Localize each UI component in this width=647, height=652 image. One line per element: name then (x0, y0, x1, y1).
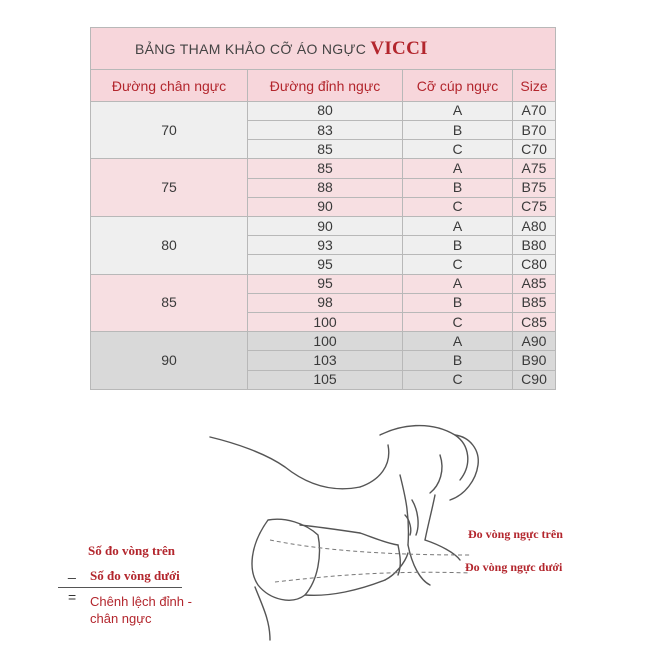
cup-size-cell: C (403, 255, 513, 274)
cup-size-cell: B (403, 236, 513, 255)
table-row (91, 159, 556, 178)
header-bust: Đường đỉnh ngực (248, 70, 403, 101)
legend-upper: Số đo vòng trên (88, 543, 176, 558)
band-size-cell: 90 (91, 332, 248, 390)
header-size: Size (513, 70, 556, 101)
size-code-cell: A85 (513, 274, 556, 293)
cup-size-cell: C (403, 140, 513, 159)
bust-measure-cell: 88 (248, 178, 403, 197)
cup-size-cell: A (403, 217, 513, 236)
size-code-cell: C80 (513, 255, 556, 274)
band-size-cell: 85 (91, 274, 248, 332)
legend-divider (58, 587, 182, 588)
table-title (91, 28, 556, 70)
bra-size-table (90, 27, 556, 390)
size-code-cell: C75 (513, 197, 556, 216)
header-band: Đường chân ngực (91, 70, 248, 101)
table-body (91, 101, 556, 389)
table-row (91, 274, 556, 293)
cup-size-cell: B (403, 178, 513, 197)
bust-measure-cell: 85 (248, 140, 403, 159)
bust-measure-cell: 85 (248, 159, 403, 178)
table-row (91, 101, 556, 120)
header-cup: Cỡ cúp ngực (403, 70, 513, 101)
legend-minus-sign: _ (68, 563, 76, 579)
size-code-cell: C85 (513, 313, 556, 332)
brand-name: VICCI (370, 37, 428, 59)
legend-equals-sign: = (68, 589, 77, 605)
label-under-bust: Đo vòng ngực dưới (465, 560, 563, 574)
size-code-cell: A75 (513, 159, 556, 178)
cup-size-cell: A (403, 274, 513, 293)
band-size-cell: 80 (91, 217, 248, 275)
band-size-cell: 75 (91, 159, 248, 217)
measurement-diagram (0, 405, 647, 647)
bust-measure-cell: 95 (248, 255, 403, 274)
bust-measure-cell: 90 (248, 217, 403, 236)
size-code-cell: B75 (513, 178, 556, 197)
cup-size-cell: A (403, 332, 513, 351)
table-row (91, 332, 556, 351)
bust-measure-cell: 100 (248, 332, 403, 351)
bust-measure-cell: 95 (248, 274, 403, 293)
cup-size-cell: B (403, 121, 513, 140)
legend-result-line1: Chênh lệch đỉnh - (90, 594, 192, 609)
legend-lower: Số đo vòng dưới (90, 568, 180, 583)
size-code-cell: B85 (513, 293, 556, 312)
bust-measure-cell: 83 (248, 121, 403, 140)
bust-measure-cell: 103 (248, 351, 403, 370)
label-upper-bust: Đo vòng ngực trên (468, 527, 563, 541)
bust-measure-cell: 90 (248, 197, 403, 216)
bust-measure-cell: 93 (248, 236, 403, 255)
size-code-cell: A70 (513, 101, 556, 120)
table-row (91, 217, 556, 236)
bust-measure-cell: 80 (248, 101, 403, 120)
cup-size-cell: A (403, 101, 513, 120)
bust-measure-cell: 100 (248, 313, 403, 332)
cup-size-cell: C (403, 370, 513, 389)
size-code-cell: B90 (513, 351, 556, 370)
title-text: BẢNG THAM KHẢO CỠ ÁO NGỰC (135, 40, 367, 57)
cup-size-cell: B (403, 293, 513, 312)
cup-size-cell: C (403, 313, 513, 332)
size-code-cell: C70 (513, 140, 556, 159)
size-code-cell: A90 (513, 332, 556, 351)
size-code-cell: B80 (513, 236, 556, 255)
size-code-cell: A80 (513, 217, 556, 236)
bust-measure-cell: 105 (248, 370, 403, 389)
size-code-cell: B70 (513, 121, 556, 140)
size-code-cell: C90 (513, 370, 556, 389)
bust-measure-cell: 98 (248, 293, 403, 312)
cup-size-cell: A (403, 159, 513, 178)
band-size-cell: 70 (91, 101, 248, 159)
cup-size-cell: B (403, 351, 513, 370)
legend-result-line2: chân ngực (90, 611, 152, 626)
cup-size-cell: C (403, 197, 513, 216)
